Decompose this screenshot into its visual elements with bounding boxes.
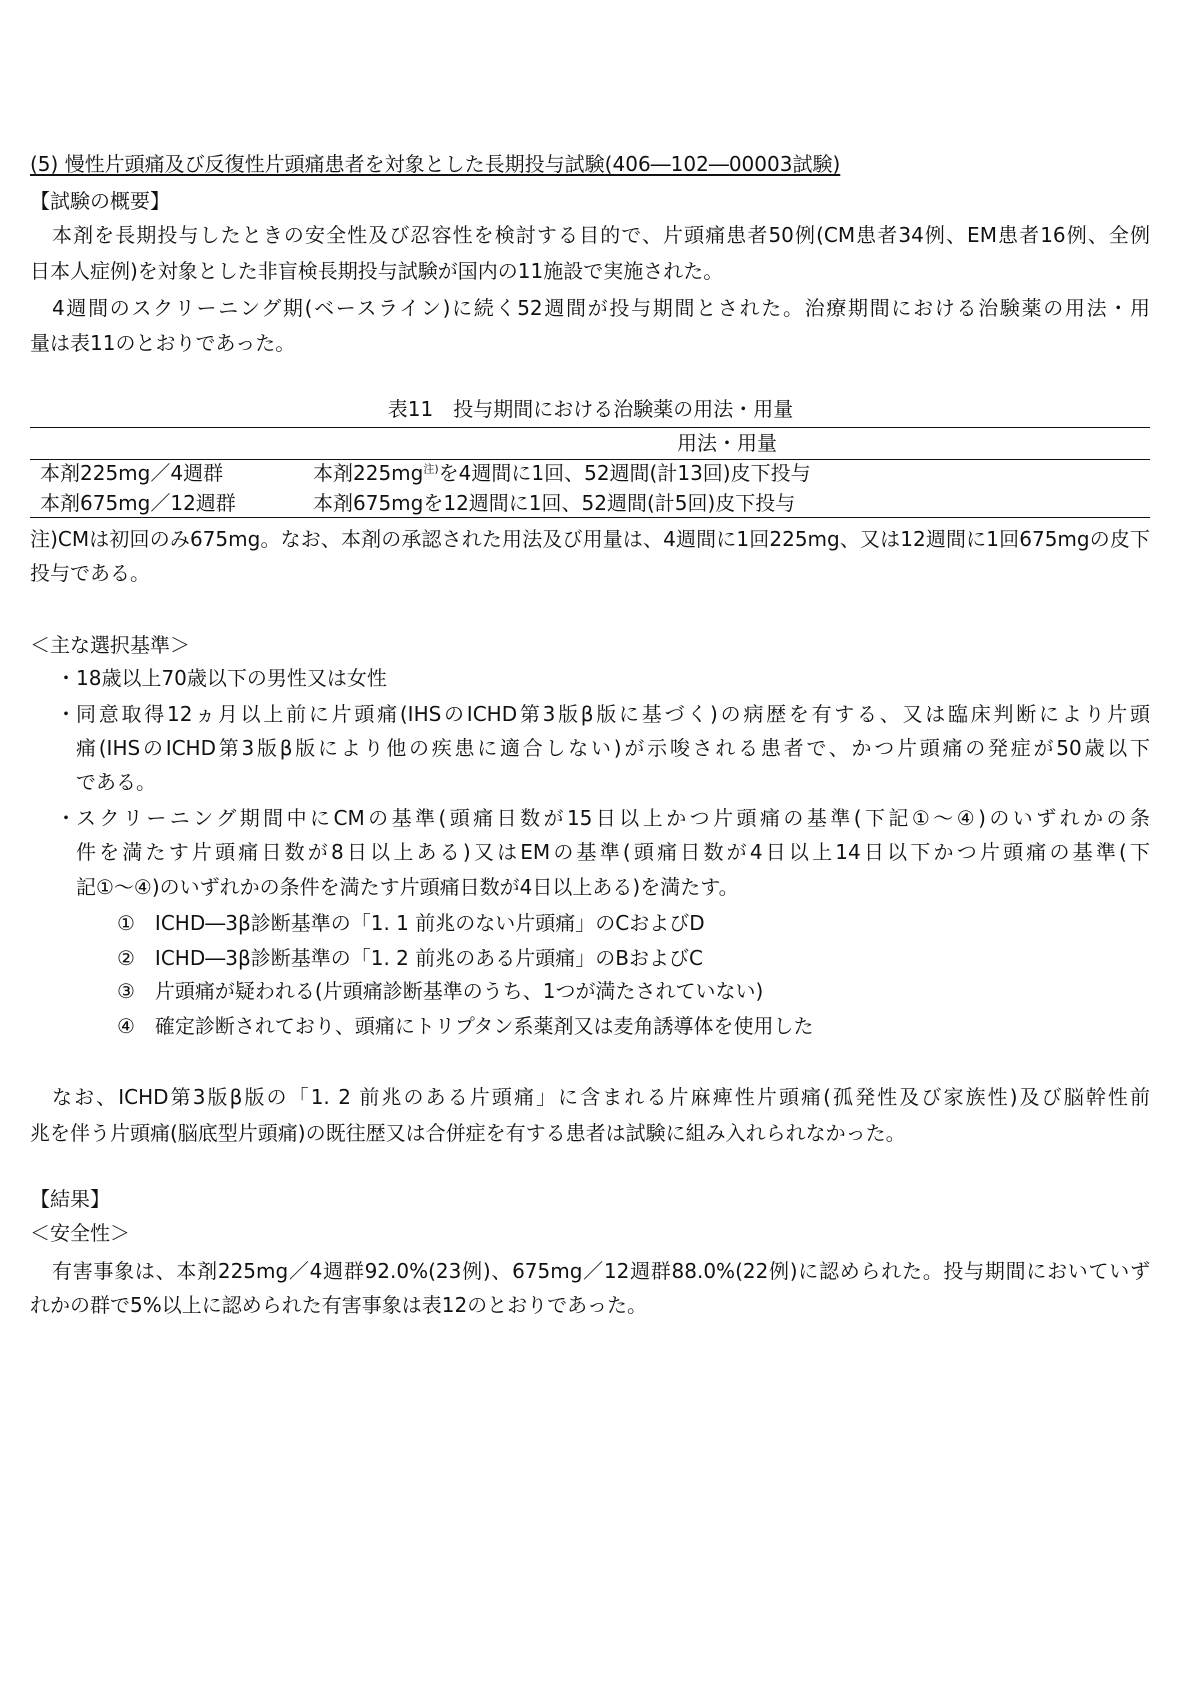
dose-text: を4週間に1回、52週間(計13回)皮下投与 <box>438 461 811 485</box>
dose-text: 本剤225mg <box>313 461 424 485</box>
criteria-bullet3-line2: 件を満たす片頭痛日数が8日以上ある)又はEMの基準(頭痛日数が4日以上14日以下かつ片頭痛の基準(下 <box>76 840 1150 864</box>
safety-heading: ＜安全性＞ <box>30 1221 130 1245</box>
criteria-bullet3-line3: 記①～④)のいずれかの条件を満たす片頭痛日数が4日以上ある)を満たす。 <box>76 875 739 899</box>
overview-para2-line1: 4週間のスクリーニング期(ベースライン)に続く52週間が投与期間とされた。治療期間における治験薬の用法・用 <box>52 296 1150 320</box>
criteria-bullet2-line2: 痛(IHSのICHD第3版β版により他の疾患に適合しない)が示唆される患者で、かつ片頭痛の発症が50歳以下 <box>76 736 1150 760</box>
overview-para2-line2: 量は表11のとおりであった。 <box>30 331 296 355</box>
table11-row2-group: 本剤675mg／12週群 <box>40 491 236 515</box>
bullet-mark: ・ <box>56 666 76 690</box>
table-top-rule <box>30 427 1150 428</box>
overview-para1-line1: 本剤を長期投与したときの安全性及び忍容性を検討する目的で、片頭痛患者50例(CM患者34例、EM患者16例、全例 <box>52 223 1150 247</box>
criteria-bullet2-line1: 同意取得12ヵ月以上前に片頭痛(IHSのICHD第3版β版に基づく)の病歴を有する、又は臨床判断により片頭 <box>76 702 1150 726</box>
exclusion-line2: 兆を伴う片頭痛(脳底型片頭痛)の既往歴又は合併症を有する患者は試験に組み入れられなかった。 <box>30 1121 906 1145</box>
criteria-heading: ＜主な選択基準＞ <box>30 633 190 657</box>
criteria-bullet3-line1: スクリーニング期間中にCMの基準(頭痛日数が15日以上かつ片頭痛の基準(下記①～④)のいずれかの条 <box>76 806 1150 830</box>
overview-heading: 【試験の概要】 <box>30 189 170 213</box>
safety-line2: れかの群で5%以上に認められた有害事象は表12のとおりであった。 <box>30 1293 647 1317</box>
table11-header: 用法・用量 <box>677 431 777 455</box>
table11-note-line1: 注)CMは初回のみ675mg。なお、本剤の承認された用法及び用量は、4週間に1回225mg、又は12週間に1回675mgの皮下 <box>30 527 1150 551</box>
table11-row1-group: 本剤225mg／4週群 <box>40 461 224 485</box>
criteria-item-3: ③ 片頭痛が疑われる(片頭痛診断基準のうち、1つが満たされていない) <box>117 979 764 1003</box>
table11-caption: 表11 投与期間における治験薬の用法・用量 <box>387 397 794 421</box>
criteria-item-2: ② ICHD―3β診断基準の「1. 2 前兆のある片頭痛」のBおよびC <box>117 946 703 970</box>
bullet-mark: ・ <box>56 702 76 726</box>
exclusion-line1: なお、ICHD第3版β版の「1. 2 前兆のある片頭痛」に含まれる片麻痺性片頭痛(孤発性及び家族性)及び脳幹性前 <box>52 1085 1150 1109</box>
bullet-mark: ・ <box>56 806 76 830</box>
table-bottom-rule <box>30 517 1150 518</box>
table11-note-line2: 投与である。 <box>30 561 150 585</box>
overview-para1-line2: 日本人症例)を対象とした非盲検長期投与試験が国内の11施設で実施された。 <box>30 259 724 283</box>
section-title: (5) 慢性片頭痛及び反復性片頭痛患者を対象とした長期投与試験(406―102―00003試験) <box>30 152 841 176</box>
results-heading: 【結果】 <box>30 1187 110 1211</box>
table11-row2-dose: 本剤675mgを12週間に1回、52週間(計5回)皮下投与 <box>313 491 796 515</box>
safety-line1: 有害事象は、本剤225mg／4週群92.0%(23例)、675mg／12週群88.0%(22例)に認められた。投与期間においていず <box>52 1259 1150 1283</box>
criteria-bullet1: 18歳以上70歳以下の男性又は女性 <box>76 666 387 690</box>
table-header-rule <box>30 459 1150 460</box>
criteria-bullet2-line3: である。 <box>76 770 156 794</box>
criteria-item-4: ④ 確定診断されており、頭痛にトリプタン系薬剤又は麦角誘導体を使用した <box>117 1014 814 1038</box>
table11-row1-dose <box>313 461 811 485</box>
criteria-item-1: ① ICHD―3β診断基準の「1. 1 前兆のない片頭痛」のCおよびD <box>117 911 705 935</box>
note-marker: 注) <box>423 462 439 476</box>
